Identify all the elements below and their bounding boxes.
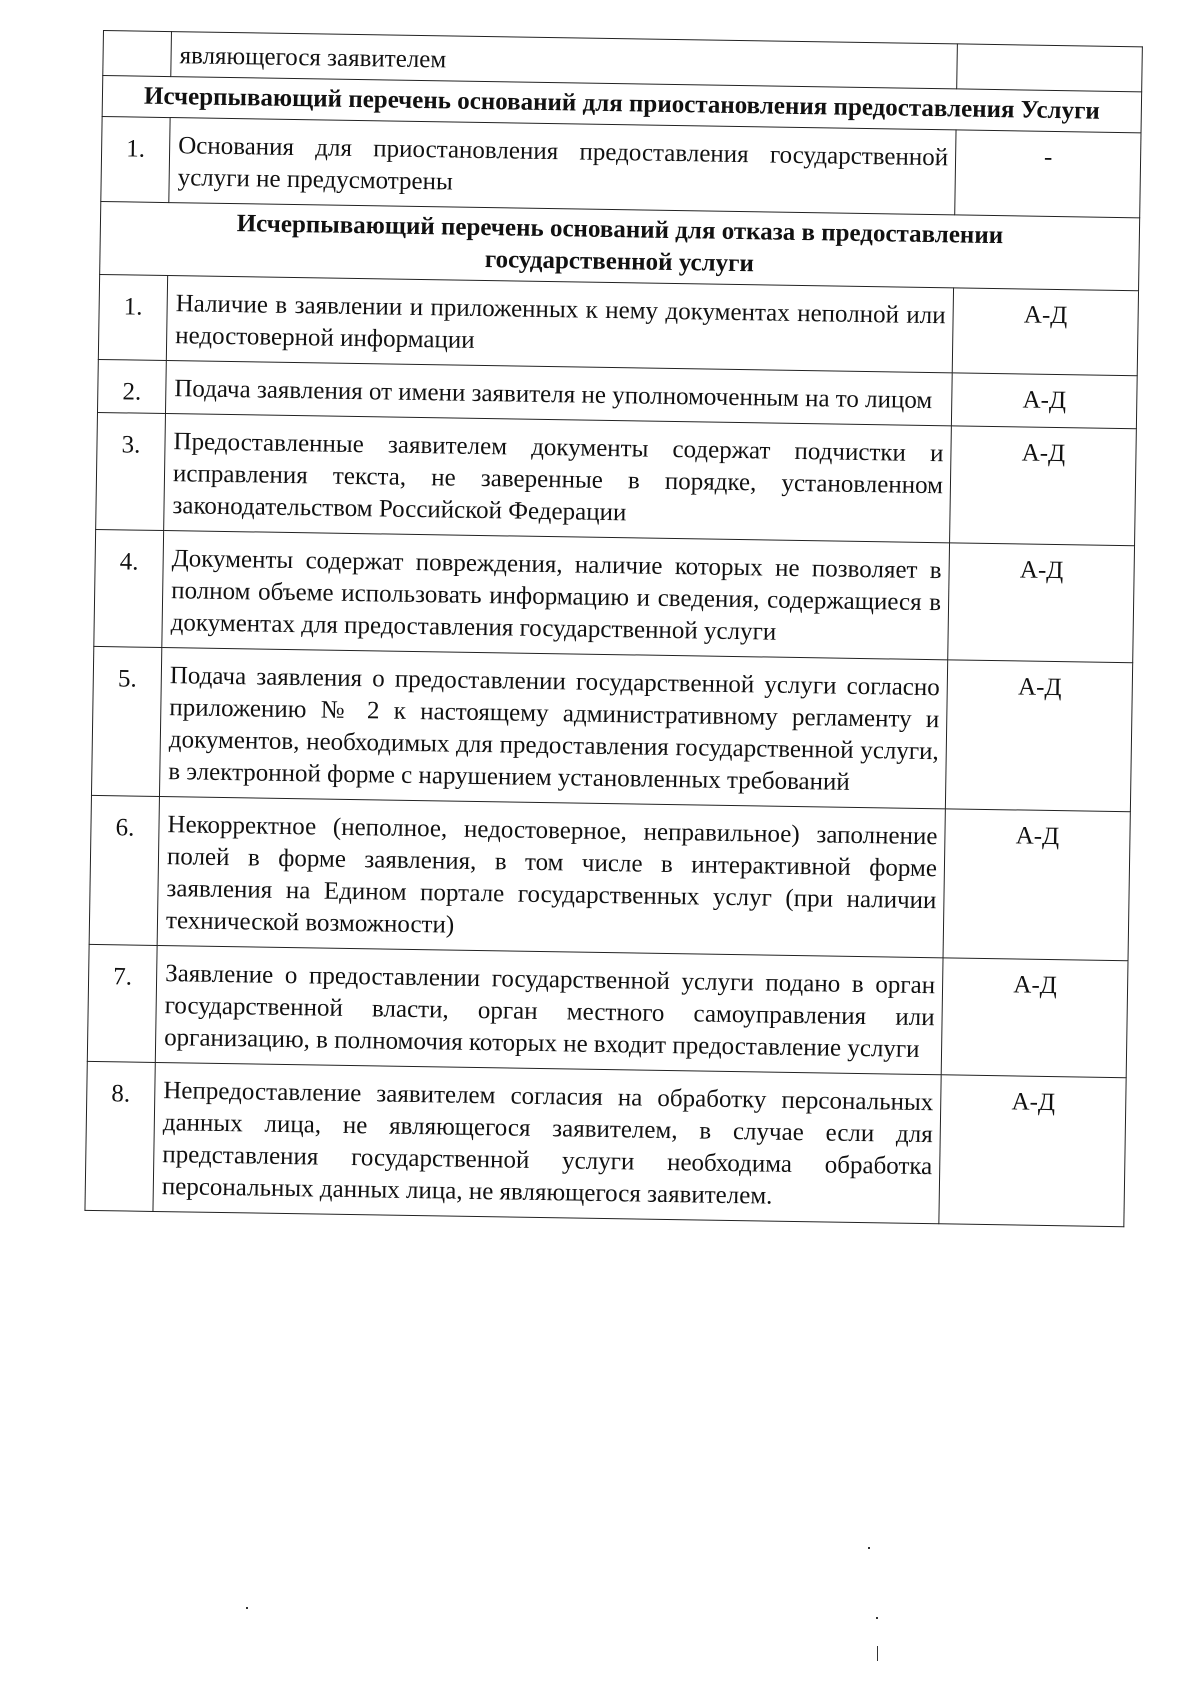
row-code: А-Д <box>943 809 1130 961</box>
row-code: А-Д <box>941 958 1128 1078</box>
table-row <box>89 795 1130 960</box>
row-number: 6. <box>89 795 159 945</box>
scan-speck <box>876 1617 878 1619</box>
scan-speck <box>246 1607 248 1609</box>
row-code: А-Д <box>939 1075 1126 1227</box>
scan-speck <box>877 1646 878 1661</box>
row-number: 3. <box>96 412 166 530</box>
row-code: А-Д <box>952 288 1138 376</box>
section-title-suspension: Исчерпывающий перечень оснований для приостановления предоставления Услуги <box>102 76 1142 133</box>
table-row <box>96 412 1137 545</box>
row-number: 1. <box>101 116 170 202</box>
row-number-cell <box>103 31 172 77</box>
row-text: Некорректное (неполное, недостоверное, неправильное) заполнение полей в форме заявления, в том числе в интерактивной форме заявления на Едином портале государственных услуг (при наличии технической возможности) <box>157 796 945 957</box>
row-text: Наличие в заявлении и приложенных к нему документах неполной или недостоверной информации <box>166 276 953 373</box>
section-title-refusal: Исчерпывающий перечень оснований для отказа в предоставлении государственной услуги <box>100 201 1140 290</box>
row-code: - <box>955 130 1141 218</box>
row-number: 7. <box>87 944 157 1062</box>
row-text: Предоставленные заявителем документы содержат подчистки и исправления текста, не заверенные в порядке, установленном законодательством Российской Федерации <box>164 414 952 543</box>
row-number: 8. <box>85 1061 155 1211</box>
row-text: Документы содержат повреждения, наличие которых не позволяет в полном объеме использовать информацию и сведения, содержащиеся в документах для предоставления государственной услуги <box>162 531 950 660</box>
row-code: А-Д <box>950 426 1137 546</box>
scan-speck <box>868 1547 870 1549</box>
table-row <box>94 529 1135 662</box>
table-row <box>87 944 1128 1077</box>
table-row <box>101 116 1141 217</box>
row-text: являющегося заявителем <box>171 32 958 89</box>
row-text: Заявление о предоставлении государственной услуги подано в орган государственной власти, орган местного самоуправления или организацию, в полномочия которых не входит предоставление услуги <box>155 945 943 1074</box>
row-number: 2. <box>97 359 166 413</box>
row-text: Подача заявления о предоставлении государственной услуги согласно приложению № 2 к настоящему административному регламенту и документов, необходимых для предоставления государственной услуги, в электронной форме с нарушением установленных требований <box>159 647 947 808</box>
row-number: 1. <box>98 274 167 360</box>
row-code: А-Д <box>951 373 1137 429</box>
row-number: 5. <box>91 646 161 796</box>
row-number: 4. <box>94 529 164 647</box>
row-text: Непредоставление заявителем согласия на обработку персональных данных лица, не являющегося заявителем, в случае если для представления государственной услуги необходима обработка персональных данных лица, не являющегося заявителем. <box>153 1062 941 1223</box>
row-code: А-Д <box>948 543 1135 663</box>
table-row <box>91 646 1132 811</box>
row-code: А-Д <box>945 660 1132 812</box>
table-row <box>98 274 1138 375</box>
row-code-cell <box>957 44 1143 92</box>
table-row <box>85 1061 1126 1226</box>
row-text: Основания для приостановления предоставления государственной услуги не предусмотрены <box>169 118 956 215</box>
row-text: Подача заявления от имени заявителя не уполномоченным на то лицом <box>165 361 952 426</box>
grounds-table <box>84 30 1142 1227</box>
